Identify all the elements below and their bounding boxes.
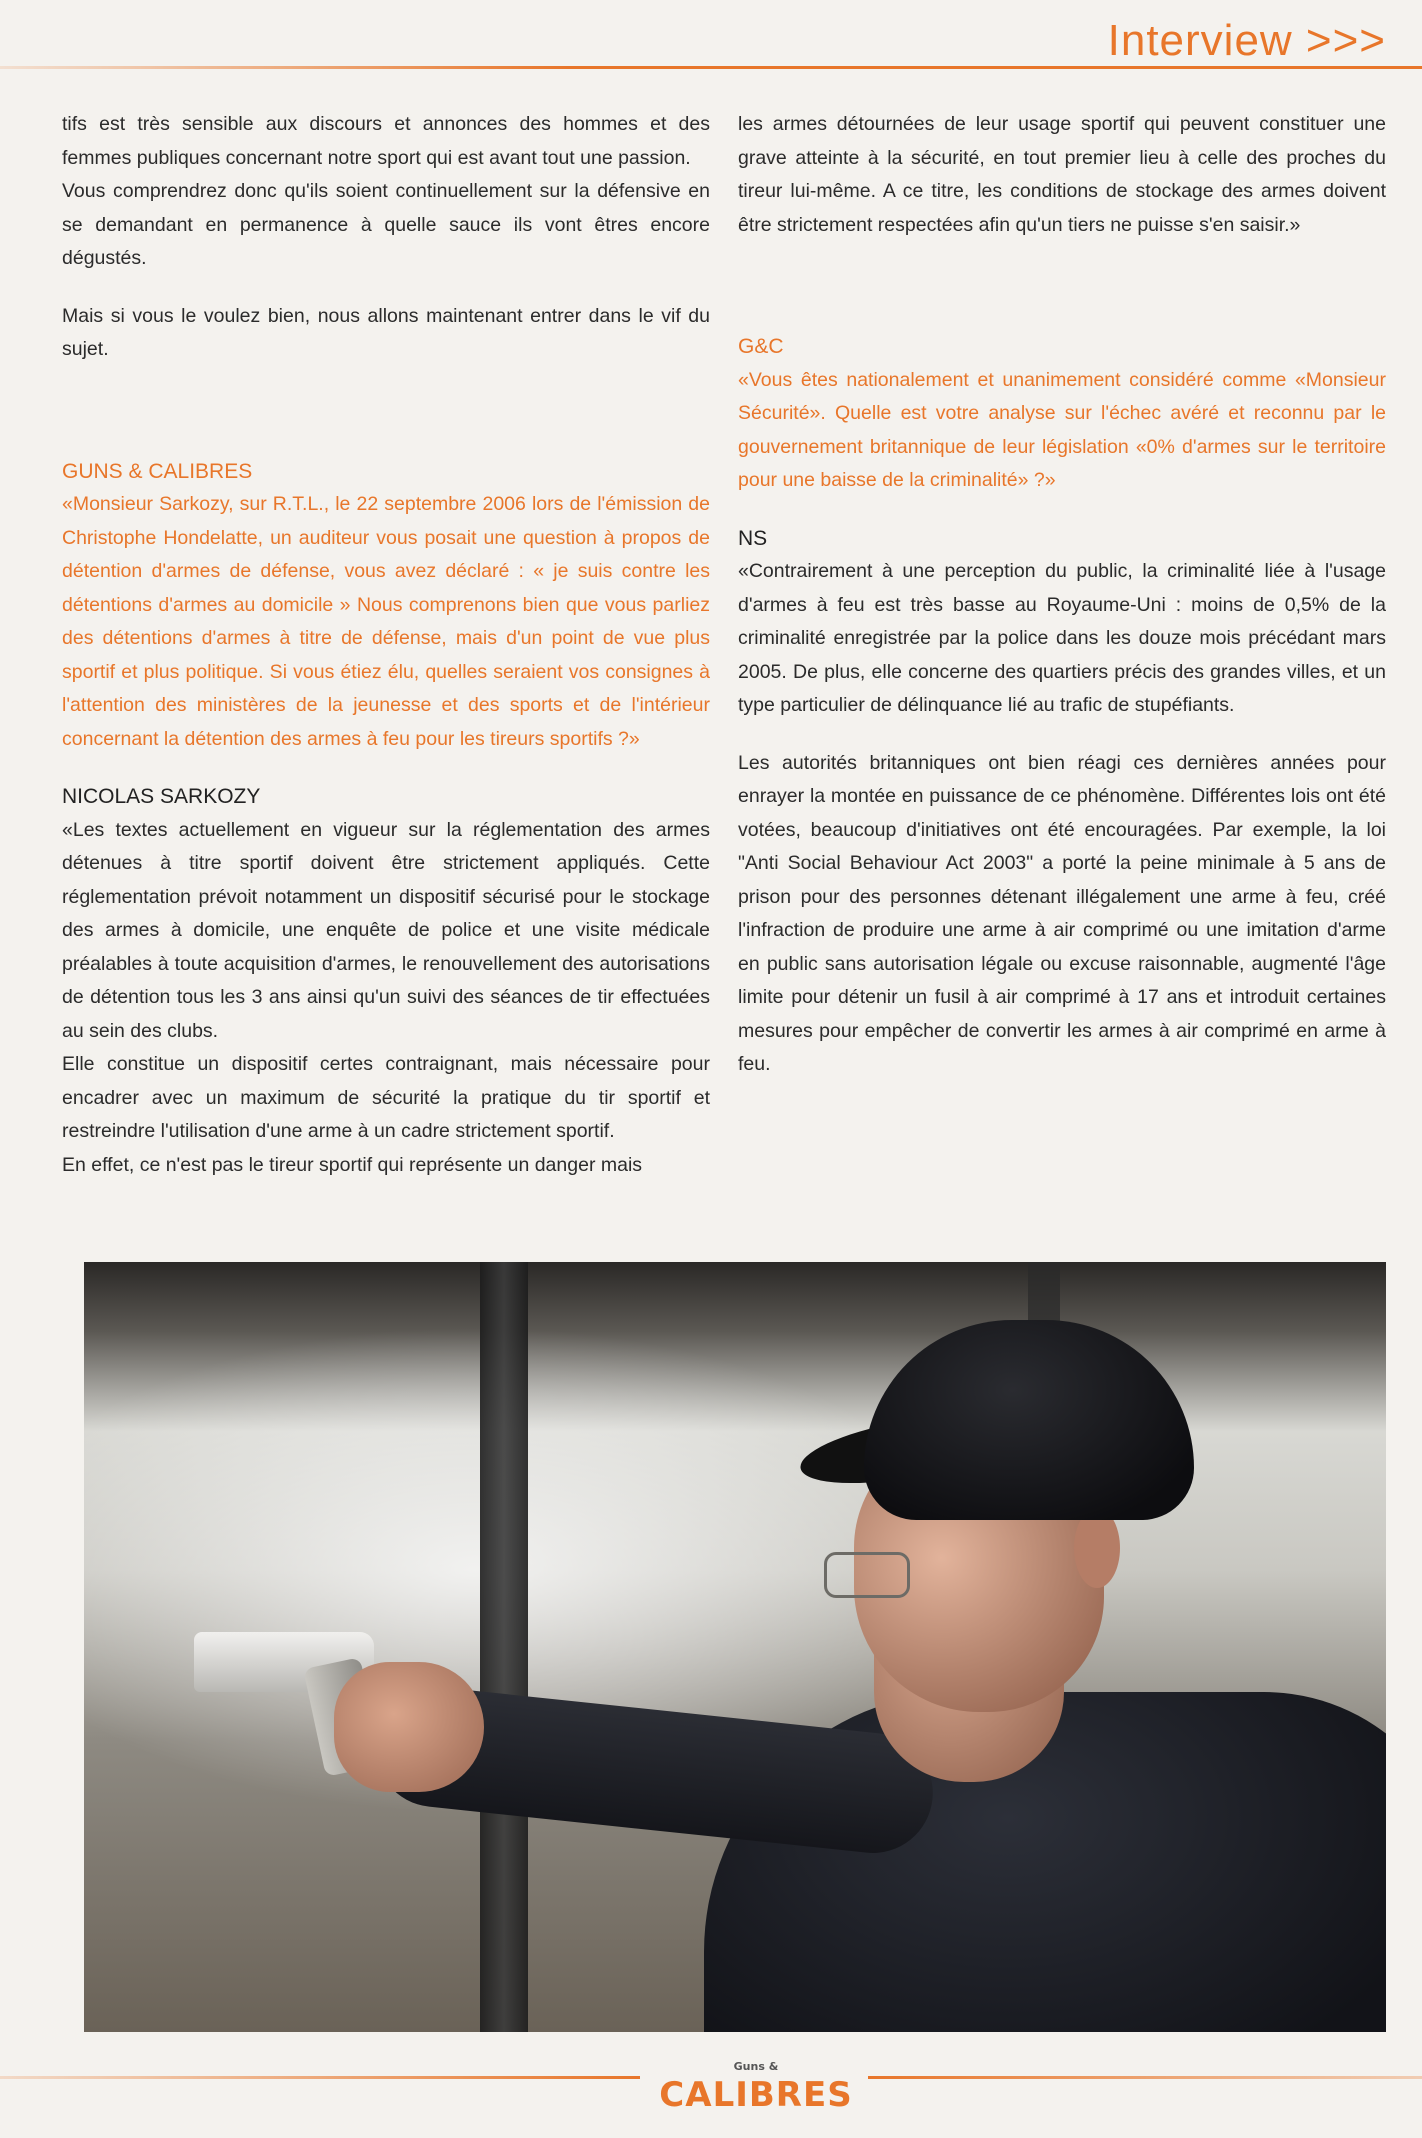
- paragraph: tifs est très sensible aux discours et annonces des hommes et des femmes publiques concernant notre sport qui est avant tout une passion.: [62, 113, 710, 169]
- header-title: Interview >>>: [1107, 16, 1386, 65]
- footer-rule: [868, 2076, 1422, 2079]
- footer-rule: [0, 2076, 640, 2079]
- answer-paragraph: En effet, ce n'est pas le tireur sportif qui représente un danger mais: [62, 1153, 643, 1176]
- shooter-photo: [84, 1262, 1386, 2032]
- answer-paragraph: «Contrairement à une perception du public, la criminalité liée à l'usage d'armes à feu est très basse au Royaume-Uni : moins de 0,5% de la criminalité enregistrée par la police dans les douze mois précédant mars 2005. De plus, elle concerne des quartiers précis des grandes villes, et un type particulier de délinquance lié au trafic de stupéfiants.: [738, 560, 1386, 716]
- shooter-ear: [1074, 1508, 1120, 1588]
- header-rule: [0, 66, 1422, 69]
- question-text: «Monsieur Sarkozy, sur R.T.L., le 22 septembre 2006 lors de l'émission de Christophe Hondelatte, un auditeur vous posait une question à propos de détention d'armes de défense, vous avez déclaré : « je suis contre les détentions d'armes au domicile » Nous comprenons bien que vous parliez des détentions d'armes à titre de défense, mais d'un point de vue plus sportif et plus politique. Si vous étiez élu, quelles seraient vos consignes à l'attention des ministères de la jeunesse et des sports et de l'intérieur concernant la détention des armes à feu pour les tireurs sportifs ?»: [62, 493, 710, 750]
- paragraph: Vous comprendrez donc qu'ils soient continuellement sur la défensive en se demandant en permanence à quelle sauce ils vont êtres encore dégustés.: [62, 180, 710, 269]
- question-speaker: GUNS & CALIBRES: [62, 459, 253, 483]
- question-speaker: G&C: [738, 335, 784, 358]
- paragraph: Mais si vous le voulez bien, nous allons maintenant entrer dans le vif du sujet.: [62, 304, 710, 360]
- magazine-logo: [646, 2056, 866, 2115]
- shooter-hand: [334, 1662, 484, 1792]
- logo-big-text: CALIBRES: [659, 2075, 853, 2115]
- answer-paragraph: Elle constitue un dispositif certes contraignant, mais nécessaire pour encadrer avec un maximum de sécurité la pratique du tir sportif et restreindre l'utilisation d'une arme à un cadre strictement sportif.: [62, 1053, 710, 1142]
- answer-paragraph: «Les textes actuellement en vigueur sur la réglementation des armes détenues à titre sportif doivent être strictement appliqués. Cette réglementation prévoit notamment un dispositif sécurisé pour le stockage des armes à domicile, une enquête de police et une visite médicale préalables à toute acquisition d'armes, le renouvellement des autorisations de détention tous les 3 ans ainsi qu'un suivi des séances de tir effectuées au sein des clubs.: [62, 818, 710, 1042]
- answer-paragraph: les armes détournées de leur usage sportif qui peuvent constituer une grave atteinte à la sécurité, en tout premier lieu à celle des proches du tireur lui-même. A ce titre, les conditions de stockage des armes doivent être strictement respectées afin qu'un tiers ne puisse s'en saisir.»: [738, 113, 1386, 236]
- glasses: [824, 1552, 910, 1598]
- answer-speaker: NS: [738, 526, 768, 550]
- question-text: «Vous êtes nationalement et unanimement considéré comme «Monsieur Sécurité». Quelle est votre analyse sur l'échec avéré et reconnu par le gouvernement britannique de leur législation «0% d'armes sur le territoire pour une baisse de la criminalité» ?»: [738, 368, 1386, 491]
- logo-small-text: Guns &: [733, 2060, 779, 2073]
- cap: [864, 1320, 1194, 1520]
- right-column: [738, 108, 1386, 1082]
- range-post: [480, 1262, 528, 2032]
- answer-speaker: NICOLAS SARKOZY: [62, 785, 261, 808]
- left-column: [62, 108, 710, 1182]
- answer-paragraph: Les autorités britanniques ont bien réagi ces dernières années pour enrayer la montée en puissance de ce phénomène. Différentes lois ont été votées, beaucoup d'initiatives ont été encouragées. Par exemple, la loi "Anti Social Behaviour Act 2003" a porté la peine minimale à 5 ans de prison pour des personnes détenant illégalement une arme à feu, créé l'infraction de produire une arme à air comprimé ou une imitation d'arme en public sans autorisation légale ou excuse raisonnable, augmenté l'âge limite pour détenir un fusil à air comprimé à 17 ans et introduit certaines mesures pour empêcher de convertir les armes à air comprimé en arme à feu.: [738, 751, 1386, 1075]
